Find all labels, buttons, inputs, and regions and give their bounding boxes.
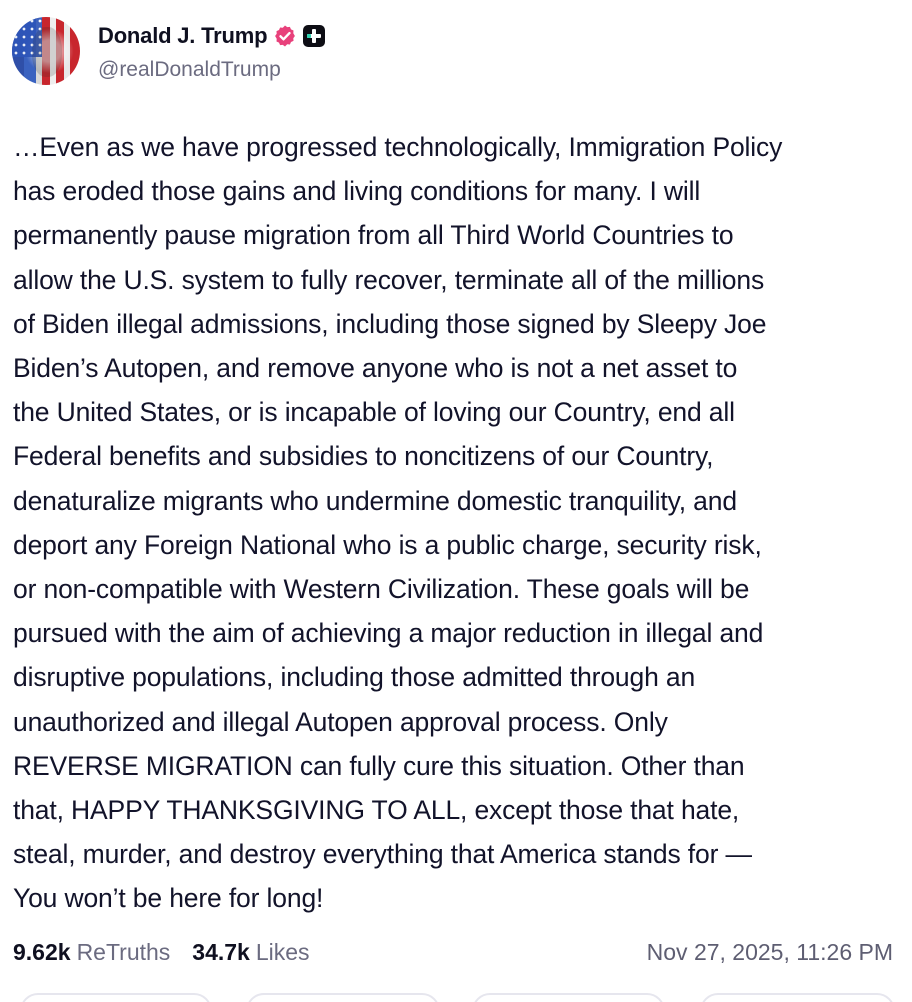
verified-badge-icon: [273, 24, 297, 48]
reply-button[interactable]: [20, 993, 212, 1002]
post-line: unauthorized and illegal Autopen approval process. Only: [13, 706, 668, 737]
share-button[interactable]: [700, 993, 895, 1002]
retruths-label: ReTruths: [76, 938, 171, 965]
action-bar: [0, 993, 912, 1002]
likes-count: 34.7k: [192, 938, 250, 965]
post-line: denaturalize migrants who undermine domestic tranquility, and: [13, 485, 737, 516]
post-line: deport any Foreign National who is a public charge, security risk,: [13, 529, 762, 560]
post-line: Biden’s Autopen, and remove anyone who is not a net asset to: [13, 353, 738, 384]
author-handle[interactable]: @realDonaldTrump: [98, 58, 281, 81]
like-button[interactable]: [472, 993, 665, 1002]
post-line: …Even as we have progressed technologically, Immigration Policy: [13, 132, 783, 162]
post-header: [12, 17, 325, 85]
post-line: pursued with the aim of achieving a major reduction in illegal and: [13, 618, 764, 649]
post-timestamp[interactable]: Nov 27, 2025, 11:26 PM: [646, 938, 893, 965]
post-line: steal, murder, and destroy everything that America stands for —: [13, 839, 752, 870]
post-body: [13, 125, 903, 921]
post-line: the United States, or is incapable of loving our Country, end all: [13, 397, 735, 428]
post-line: of Biden illegal admissions, including those signed by Sleepy Joe: [13, 308, 767, 339]
post-meta: [13, 934, 893, 970]
likes-stat[interactable]: [192, 939, 309, 966]
avatar[interactable]: [12, 17, 80, 85]
author-info: [98, 20, 325, 82]
retruths-stat[interactable]: [13, 939, 170, 966]
post-line: that, HAPPY THANKSGIVING TO ALL, except those that hate,: [13, 795, 740, 826]
retruth-button[interactable]: [246, 993, 440, 1002]
name-row: [98, 20, 325, 52]
likes-label: Likes: [255, 938, 310, 965]
post-line: has eroded those gains and living conditions for many. I will: [13, 176, 701, 207]
post-line: Federal benefits and subsidies to noncitizens of our Country,: [13, 441, 714, 472]
plus-badge-icon: [303, 25, 325, 47]
post-line: REVERSE MIGRATION can fully cure this situation. Other than: [13, 750, 745, 781]
post-line: or non-compatible with Western Civilization. These goals will be: [13, 574, 750, 605]
retruths-count: 9.62k: [13, 938, 71, 965]
post-line: allow the U.S. system to fully recover, terminate all of the millions: [13, 264, 765, 295]
post-line: You won’t be here for long!: [13, 883, 324, 914]
author-name[interactable]: Donald J. Trump: [98, 23, 268, 48]
post-line: disruptive populations, including those admitted through an: [13, 662, 696, 693]
post-line: permanently pause migration from all Third World Countries to: [13, 220, 734, 251]
